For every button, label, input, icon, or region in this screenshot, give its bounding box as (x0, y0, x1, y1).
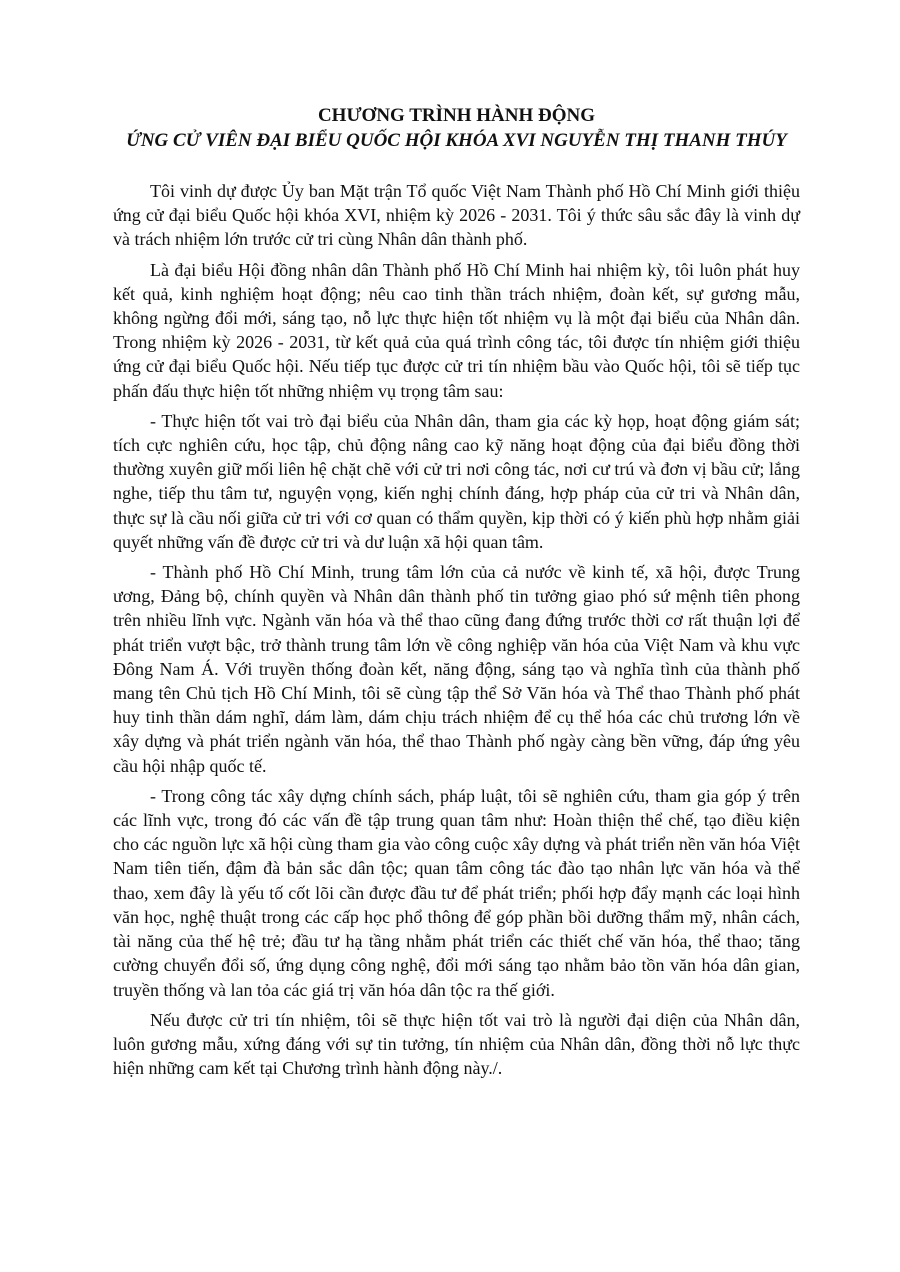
document-body (113, 179, 800, 1080)
paragraph-task-representative: - Thực hiện tốt vai trò đại biểu của Nhân dân, tham gia các kỳ họp, hoạt động giám sát; tích cực nghiên cứu, học tập, chủ động nâng cao kỹ năng hoạt động của đại biểu đồng thời thường xuyên giữ mối liên hệ chặt chẽ với cử tri nơi công tác, nơi cư trú và đơn vị bầu cử; lắng nghe, tiếp thu tâm tư, nguyện vọng, kiến nghị chính đáng, hợp pháp của cử tri và Nhân dân, thực sự là cầu nối giữa cử tri với cơ quan có thẩm quyền, kịp thời có ý kiến phù hợp nhằm giải quyết những vấn đề được cử tri và dư luận xã hội quan tâm. (113, 410, 800, 552)
paragraph-closing: Nếu được cử tri tín nhiệm, tôi sẽ thực hiện tốt vai trò là người đại diện của Nhân dân, luôn gương mẫu, xứng đáng với sự tin tưởng, tín nhiệm của Nhân dân, đồng thời nỗ lực thực hiện những cam kết tại Chương trình hành động này./. (113, 1009, 800, 1079)
document-subtitle: ỨNG CỬ VIÊN ĐẠI BIỂU QUỐC HỘI KHÓA XVI NGUYỄN THỊ THANH THÚY (126, 130, 787, 151)
document-header (113, 103, 800, 153)
paragraph-task-culture-sport: - Thành phố Hồ Chí Minh, trung tâm lớn của cả nước về kinh tế, xã hội, được Trung ương, Đảng bộ, chính quyền và Nhân dân thành phố tin tưởng giao phó sứ mệnh tiên phong trên nhiều lĩnh vực. Ngành văn hóa và thể thao cũng đang đứng trước thời cơ rất thuận lợi để phát triển vượt bậc, trở thành trung tâm lớn về công nghiệp văn hóa của Việt Nam và khu vực Đông Nam Á. Với truyền thống đoàn kết, năng động, sáng tạo và nghĩa tình của thành phố mang tên Chủ tịch Hồ Chí Minh, tôi sẽ cùng tập thể Sở Văn hóa và Thể thao Thành phố phát huy tinh thần dám nghĩ, dám làm, dám chịu trách nhiệm để cụ thể hóa các chủ trương lớn về xây dựng và phát triển ngành văn hóa, thể thao Thành phố ngày càng bền vững, đáp ứng yêu cầu hội nhập quốc tế. (113, 562, 800, 776)
document-title: CHƯƠNG TRÌNH HÀNH ĐỘNG (317, 105, 596, 126)
paragraph-background: Là đại biểu Hội đồng nhân dân Thành phố Hồ Chí Minh hai nhiệm kỳ, tôi luôn phát huy kết quả, kinh nghiệm hoạt động; nêu cao tinh thần trách nhiệm, đoàn kết, sự gương mẫu, không ngừng đổi mới, sáng tạo, nỗ lực thực hiện tốt nhiệm vụ là một đại biểu của Nhân dân. Trong nhiệm kỳ 2026 - 2031, từ kết quả của quá trình công tác, tôi được tín nhiệm giới thiệu ứng cử đại biểu Quốc hội. Nếu tiếp tục được cử tri tín nhiệm bầu vào Quốc hội, tôi sẽ tiếp tục phấn đấu thực hiện tốt những nhiệm vụ trọng tâm sau: (113, 259, 800, 401)
paragraph-intro: Tôi vinh dự được Ủy ban Mặt trận Tổ quốc Việt Nam Thành phố Hồ Chí Minh giới thiệu ứng cử đại biểu Quốc hội khóa XVI, nhiệm kỳ 2026 - 2031. Tôi ý thức sâu sắc đây là vinh dự và trách nhiệm lớn trước cử tri cùng Nhân dân thành phố. (113, 181, 800, 250)
paragraph-task-policy-law: - Trong công tác xây dựng chính sách, pháp luật, tôi sẽ nghiên cứu, tham gia góp ý trên các lĩnh vực, trong đó các vấn đề tập trung quan tâm như: Hoàn thiện thể chế, tạo điều kiện cho các nguồn lực xã hội cùng tham gia vào công cuộc xây dựng và phát triển nền văn hóa Việt Nam tiên tiến, đậm đà bản sắc dân tộc; quan tâm công tác đào tạo nhân lực văn hóa và thể thao, xem đây là yếu tố cốt lõi cần được đầu tư để phát triển; phối hợp đẩy mạnh các loại hình văn học, nghệ thuật trong các cấp học phổ thông để góp phần bồi dưỡng thẩm mỹ, nhân cách, tài năng của thế hệ trẻ; đầu tư hạ tầng nhằm phát triển các thiết chế văn hóa, thể thao; tăng cường chuyển đổi số, ứng dụng công nghệ, đổi mới sáng tạo nhằm bảo tồn văn hóa dân gian, truyền thống và lan tỏa các giá trị văn hóa dân tộc ra thế giới. (113, 785, 800, 1000)
